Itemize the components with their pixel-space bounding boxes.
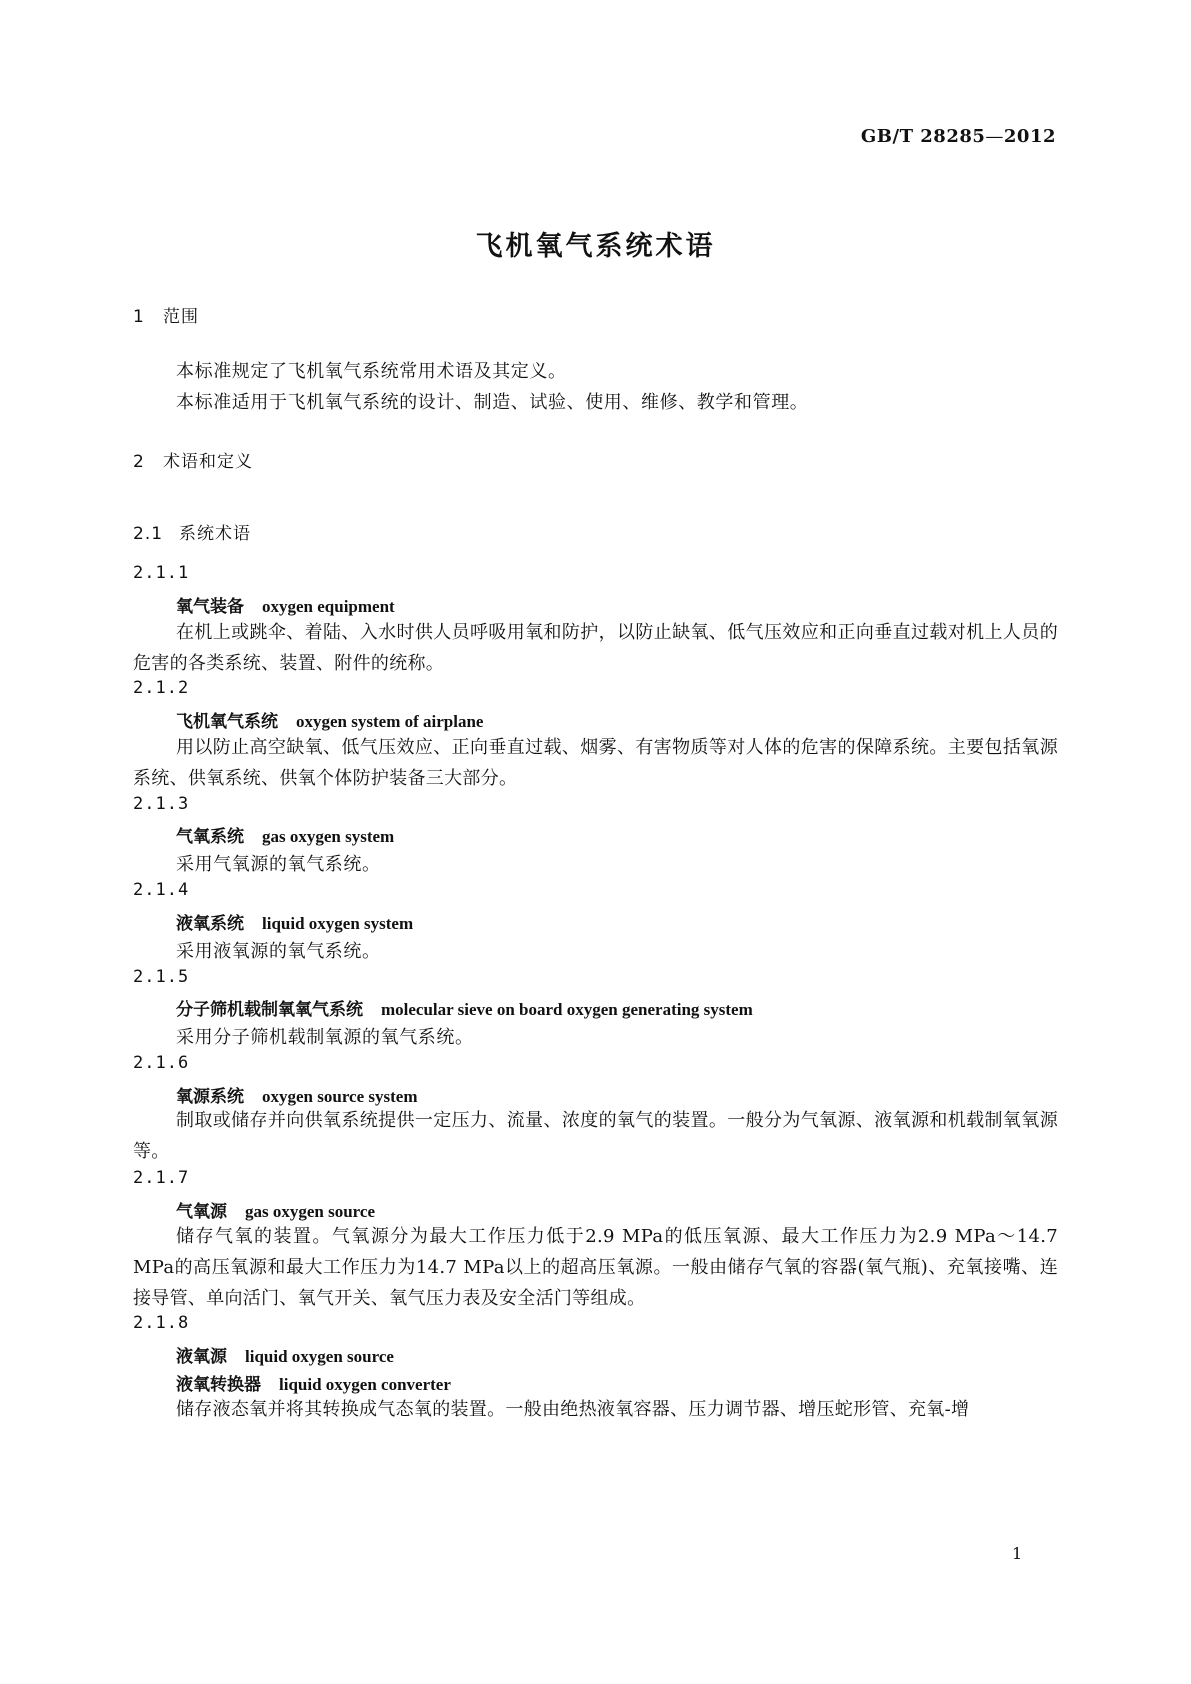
term-entry [176,909,413,934]
term-number: 2.1.8 [133,1313,190,1333]
term-entry [176,1342,394,1367]
document-title: 飞机氧气系统术语 [475,231,716,262]
term-number: 2.1.4 [133,880,190,900]
page-number: 1 [1012,1544,1023,1563]
term-number: 2.1.3 [133,794,190,814]
subsection-number: 2.1 [133,524,164,544]
term-number: 2.1.2 [133,678,190,698]
term-number: 2.1.5 [133,967,190,987]
term-definition: 在机上或跳伞、着陆、入水时供人员呼吸用氧和防护，以防止缺氧、低气压效应和正向垂直过载对机上人员的危害的各类系统、装置、附件的统称。 [133,622,1058,674]
term-definition: 采用气氧源的氧气系统。 [176,854,381,875]
section-label: 范围 [163,307,199,327]
scope-paragraph-2: 本标准适用于飞机氧气系统的设计、制造、试验、使用、维修、教学和管理。 [176,392,809,413]
section-number: 2 [133,452,145,472]
term-definition: 储存气氧的装置。气氧源分为最大工作压力低于2.9 MPa的低压氧源、最大工作压力为2.9 MPa～14.7 MPa的高压氧源和最大工作压力为14.7 MPa以上的超高压氧源。一般由储存气氧的容器(氧气瓶)、充氧接嘴、连接导管、单向活门、氧气开关、氧气压力表及安全活门等组成。 [133,1226,1058,1309]
term-zh: 气氧源 [176,1202,227,1222]
code-separator: — [985,126,1004,147]
term-en: molecular sieve on board oxygen generating system [381,1000,753,1019]
term-definition: 采用液氧源的氧气系统。 [176,941,381,962]
code-number: 28285 [920,126,986,147]
term-entry [176,1197,375,1222]
term-en: liquid oxygen source [245,1347,394,1366]
term-entry-synonym [176,1370,451,1395]
term-definition: 制取或储存并向供氧系统提供一定压力、流量、浓度的氧气的装置。一般分为气氧源、液氧源和机载制氧氧源等。 [133,1110,1058,1162]
term-zh: 气氧系统 [176,827,244,847]
section-label: 术语和定义 [163,452,253,472]
term-number: 2.1.1 [133,563,190,583]
term-en: oxygen equipment [262,597,395,616]
standard-code [861,126,1056,147]
term-zh: 氧气装备 [176,597,244,617]
term-en: gas oxygen system [262,827,395,846]
term-definition: 用以防止高空缺氧、低气压效应、正向垂直过载、烟雾、有害物质等对人体的危害的保障系统。主要包括氧源系统、供氧系统、供氧个体防护装备三大部分。 [133,737,1058,789]
code-prefix: GB/T [860,126,914,147]
term-definition: 储存液态氧并将其转换成气态氧的装置。一般由绝热液氧容器、压力调节器、增压蛇形管、充氧-增 [176,1399,970,1420]
term-entry [176,822,394,847]
term-entry [176,707,483,732]
term-definition: 采用分子筛机载制氧源的氧气系统。 [176,1027,474,1048]
term-entry [176,1082,418,1107]
section-heading-terms [133,447,253,472]
term-number: 2.1.7 [133,1168,190,1188]
term-zh: 分子筛机载制氧氧气系统 [176,1000,363,1020]
term-number: 2.1.6 [133,1053,190,1073]
term-en: liquid oxygen system [262,914,414,933]
term-zh: 飞机氧气系统 [176,712,278,732]
section-heading-scope [133,302,199,327]
subsection-label: 系统术语 [179,524,251,544]
term-entry [176,592,395,617]
term-en: oxygen system of airplane [296,712,484,731]
code-year: 2012 [1003,126,1056,147]
term-en: gas oxygen source [245,1202,376,1221]
scope-paragraph-1: 本标准规定了飞机氧气系统常用术语及其定义。 [176,361,567,382]
term-en: oxygen source system [262,1087,418,1106]
term-en: liquid oxygen converter [279,1375,451,1394]
subsection-heading-system-terms [133,519,251,544]
term-zh: 氧源系统 [176,1087,244,1107]
section-number: 1 [133,307,145,327]
term-zh: 液氧源 [176,1347,227,1367]
term-entry [176,995,753,1020]
term-zh: 液氧转换器 [176,1375,261,1395]
term-zh: 液氧系统 [176,914,244,934]
